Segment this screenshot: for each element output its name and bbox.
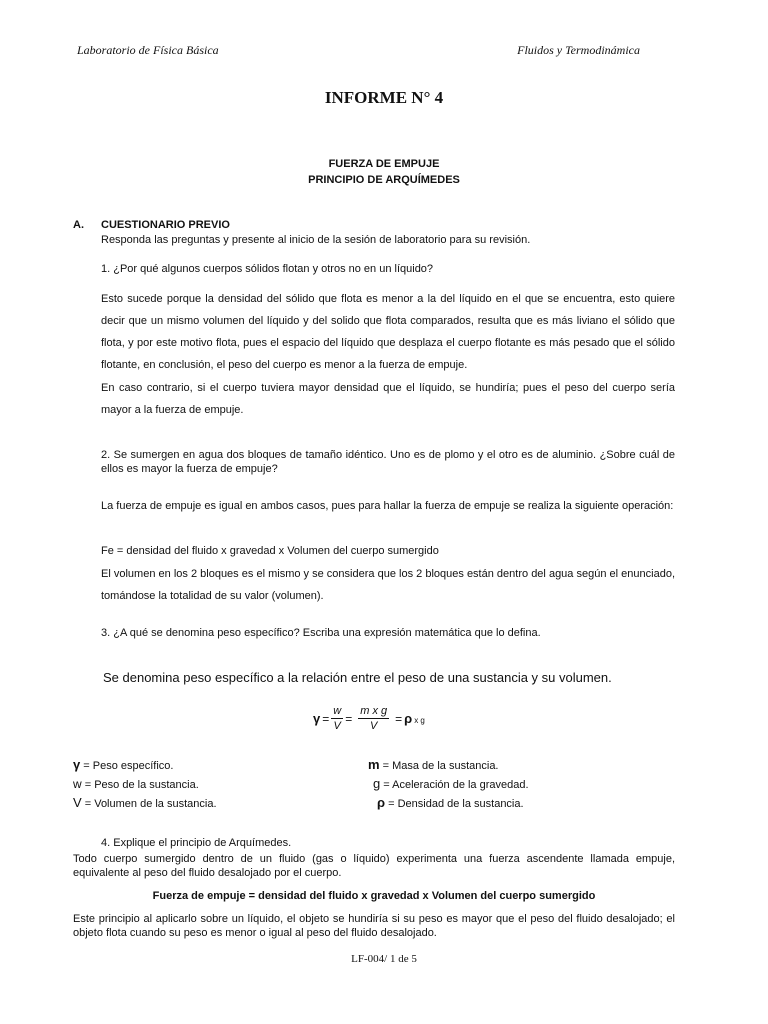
- question-3: 3. ¿A qué se denomina peso específico? Escriba una expresión matemática que lo defina.: [101, 627, 541, 639]
- header-lab-name: Laboratorio de Física Básica: [77, 43, 219, 57]
- question-1: 1. ¿Por qué algunos cuerpos sólidos flotan y otros no en un líquido?: [101, 263, 434, 275]
- rho-symbol: ρ: [404, 711, 413, 726]
- answer-1-paragraph-2: En caso contrario, si el cuerpo tuviera mayor densidad que el líquido, se hundiría; pues el peso del cuerpo sería mayor a la fuerza de empuje.: [101, 382, 675, 416]
- equals-sign: =: [322, 711, 330, 726]
- answer-4-paragraph-2: Este principio al aplicarlo sobre un líquido, el objeto se hundiría si su peso es mayor que el peso del fluido desalojado; el objeto flota cuando su peso es menor o igual al peso del fluido desalojado.: [73, 913, 675, 939]
- legend-item: g = Aceleración de la gravedad.: [373, 776, 529, 791]
- fraction-denominator: V: [333, 720, 341, 732]
- section-label: A.: [73, 219, 84, 231]
- question-4: 4. Explique el principio de Arquímedes.: [101, 837, 292, 849]
- section-instruction: Responda las preguntas y presente al inicio de la sesión de laboratorio para su revisión.: [101, 234, 531, 246]
- gamma-symbol: γ: [313, 711, 321, 726]
- specific-weight-equation: [313, 704, 513, 733]
- fraction-denominator: V: [370, 720, 378, 732]
- legend-item: m = Masa de la sustancia.: [368, 757, 499, 772]
- report-subtitle-line2: PRINCIPIO DE ARQUÍMEDES: [308, 174, 460, 186]
- answer-1-paragraph-1: Esto sucede porque la densidad del sólido que flota es menor a la del líquido en el que se encuentra, esto quiere decir que un mismo volumen del líquido y del solido que flota comparados, resulta que es más liviano el sólido que flota, y por este motivo flota, pues el espacio del líquido que desplaza el cuerpo flotante es más pesado que el sólido flotante, en conclusión, el peso del cuerpo es menor a la fuerza de empuje.: [101, 293, 675, 371]
- fraction-numerator: m x g: [360, 705, 388, 717]
- answer-4-paragraph-1: Todo cuerpo sumergido dentro de un fluido (gas o líquido) experimenta una fuerza ascendente llamada empuje, equivalente al peso del fluido desalojado por el cuerpo.: [73, 853, 675, 879]
- legend-item: V = Volumen de la sustancia.: [73, 795, 217, 810]
- question-2: 2. Se sumergen en agua dos bloques de tamaño idéntico. Uno es de plomo y el otro es de aluminio. ¿Sobre cuál de ellos es mayor la fuerza de empuje?: [101, 449, 675, 475]
- answer-2-paragraph-2: El volumen en los 2 bloques es el mismo y se considera que los 2 bloques están dentro del agua según el enunciado, tomándose la totalidad de su valor (volumen).: [101, 568, 675, 602]
- header-course-name: Fluidos y Termodinámica: [517, 43, 640, 57]
- answer-2-paragraph-1: La fuerza de empuje es igual en ambos casos, pues para hallar la fuerza de empuje se realiza la siguiente operación:: [101, 500, 674, 512]
- legend-item: γ = Peso específico.: [73, 757, 174, 772]
- legend-right-column: [368, 756, 668, 813]
- equals-sign: =: [395, 711, 403, 726]
- legend-item: ρ = Densidad de la sustancia.: [377, 795, 524, 810]
- page-footer: LF-004/ 1 de 5: [351, 953, 417, 965]
- weight-over-volume-fraction: [331, 704, 343, 733]
- section-title: CUESTIONARIO PREVIO: [101, 219, 230, 231]
- times-g-term: x g: [414, 715, 425, 725]
- mass-gravity-over-volume-fraction: [358, 704, 389, 733]
- fraction-numerator: w: [333, 705, 342, 717]
- answer-2-formula: Fe = densidad del fluido x gravedad x Volumen del cuerpo sumergido: [101, 545, 439, 557]
- equals-sign: =: [345, 711, 353, 726]
- archimedes-formula: Fuerza de empuje = densidad del fluido x gravedad x Volumen del cuerpo sumergido: [152, 890, 596, 902]
- specific-weight-definition: Se denomina peso específico a la relación entre el peso de una sustancia y su volumen.: [103, 670, 612, 685]
- report-title: INFORME N° 4: [324, 88, 444, 107]
- report-subtitle-line1: FUERZA DE EMPUJE: [328, 158, 440, 170]
- legend-item: w = Peso de la sustancia.: [73, 777, 199, 791]
- legend-left-column: [73, 756, 363, 813]
